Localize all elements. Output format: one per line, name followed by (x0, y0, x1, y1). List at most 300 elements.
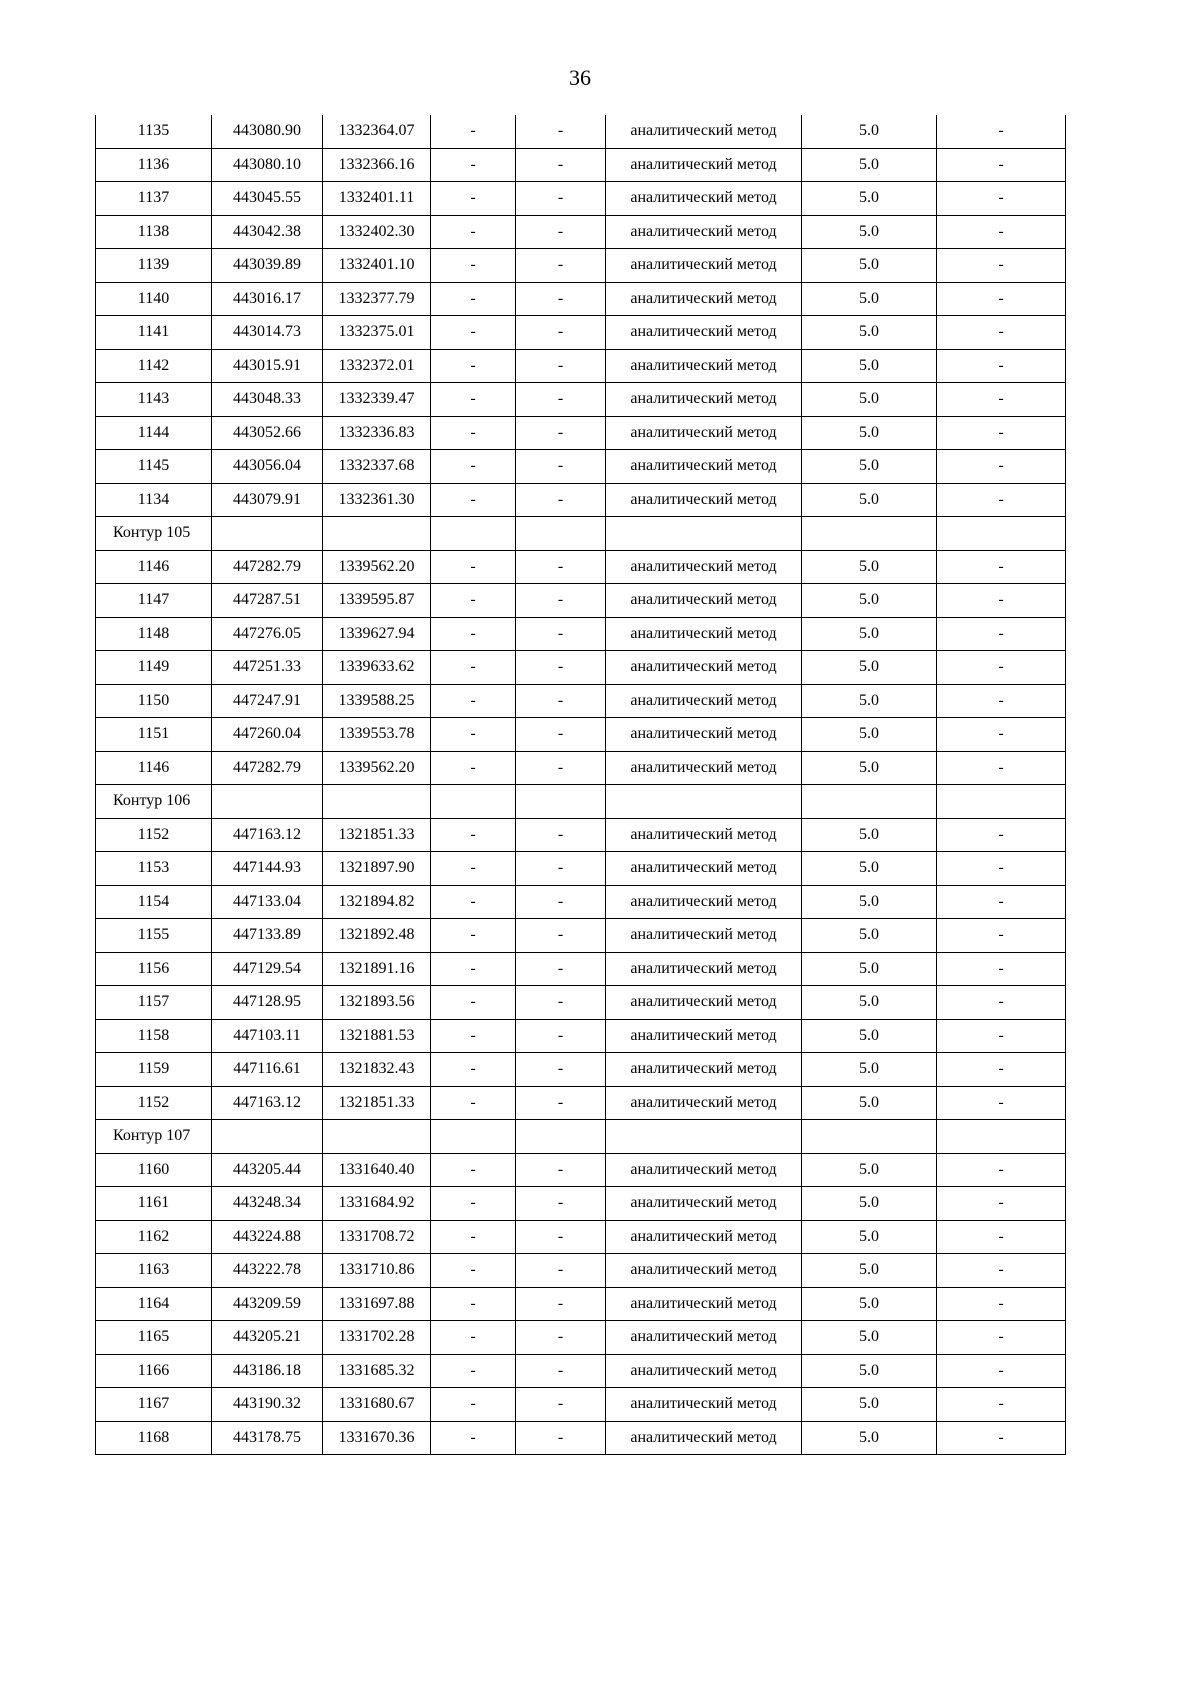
dash-cell: - (516, 383, 606, 417)
y-coordinate-cell: 1332336.83 (323, 416, 431, 450)
accuracy-cell: 5.0 (802, 148, 937, 182)
point-number-cell: 1166 (96, 1354, 212, 1388)
dash-cell: - (937, 282, 1066, 316)
accuracy-cell: 5.0 (802, 1254, 937, 1288)
dash-cell: - (937, 718, 1066, 752)
table-row (96, 1019, 1066, 1053)
y-coordinate-cell: 1339627.94 (323, 617, 431, 651)
point-number-cell: 1165 (96, 1321, 212, 1355)
point-number-cell: 1161 (96, 1187, 212, 1221)
dash-cell: - (937, 684, 1066, 718)
point-number-cell: 1152 (96, 1086, 212, 1120)
y-coordinate-cell: 1331708.72 (323, 1220, 431, 1254)
method-cell: аналитический метод (606, 852, 802, 886)
dash-cell: - (937, 852, 1066, 886)
accuracy-cell: 5.0 (802, 1153, 937, 1187)
dash-cell: - (937, 1421, 1066, 1455)
accuracy-cell: 5.0 (802, 282, 937, 316)
method-cell: аналитический метод (606, 349, 802, 383)
point-number-cell: 1139 (96, 249, 212, 283)
x-coordinate-cell: 443222.78 (212, 1254, 323, 1288)
y-coordinate-cell: 1321832.43 (323, 1053, 431, 1087)
point-number-cell: 1162 (96, 1220, 212, 1254)
x-coordinate-cell: 443178.75 (212, 1421, 323, 1455)
point-number-cell: 1150 (96, 684, 212, 718)
accuracy-cell: 5.0 (802, 450, 937, 484)
dash-cell: - (937, 651, 1066, 685)
accuracy-cell: 5.0 (802, 383, 937, 417)
dash-cell: - (431, 1321, 516, 1355)
dash-cell: - (937, 1019, 1066, 1053)
dash-cell: - (516, 684, 606, 718)
dash-cell: - (431, 416, 516, 450)
empty-cell (802, 1120, 937, 1154)
method-cell: аналитический метод (606, 148, 802, 182)
dash-cell: - (431, 483, 516, 517)
point-number-cell: 1153 (96, 852, 212, 886)
dash-cell: - (516, 852, 606, 886)
method-cell: аналитический метод (606, 885, 802, 919)
empty-cell (516, 517, 606, 551)
point-number-cell: 1147 (96, 584, 212, 618)
dash-cell: - (516, 115, 606, 148)
method-cell: аналитический метод (606, 450, 802, 484)
dash-cell: - (937, 1287, 1066, 1321)
method-cell: аналитический метод (606, 1019, 802, 1053)
y-coordinate-cell: 1332401.11 (323, 182, 431, 216)
point-number-cell: 1163 (96, 1254, 212, 1288)
point-number-cell: 1156 (96, 952, 212, 986)
y-coordinate-cell: 1332377.79 (323, 282, 431, 316)
y-coordinate-cell: 1331640.40 (323, 1153, 431, 1187)
point-number-cell: 1164 (96, 1287, 212, 1321)
dash-cell: - (937, 1354, 1066, 1388)
method-cell: аналитический метод (606, 1220, 802, 1254)
table-row (96, 383, 1066, 417)
dash-cell: - (937, 885, 1066, 919)
y-coordinate-cell: 1339562.20 (323, 751, 431, 785)
accuracy-cell: 5.0 (802, 986, 937, 1020)
point-number-cell: 1155 (96, 919, 212, 953)
table-row (96, 182, 1066, 216)
dash-cell: - (516, 1220, 606, 1254)
method-cell: аналитический метод (606, 383, 802, 417)
y-coordinate-cell: 1339553.78 (323, 718, 431, 752)
x-coordinate-cell: 443079.91 (212, 483, 323, 517)
method-cell: аналитический метод (606, 751, 802, 785)
y-coordinate-cell: 1332339.47 (323, 383, 431, 417)
dash-cell: - (431, 718, 516, 752)
point-number-cell: 1144 (96, 416, 212, 450)
point-number-cell: 1141 (96, 316, 212, 350)
x-coordinate-cell: 443205.44 (212, 1153, 323, 1187)
method-cell: аналитический метод (606, 1086, 802, 1120)
accuracy-cell: 5.0 (802, 1187, 937, 1221)
dash-cell: - (431, 1354, 516, 1388)
dash-cell: - (937, 148, 1066, 182)
accuracy-cell: 5.0 (802, 182, 937, 216)
accuracy-cell: 5.0 (802, 651, 937, 685)
empty-cell (606, 1120, 802, 1154)
dash-cell: - (431, 1254, 516, 1288)
y-coordinate-cell: 1332366.16 (323, 148, 431, 182)
coordinates-table (95, 115, 1066, 1455)
dash-cell: - (937, 182, 1066, 216)
dash-cell: - (431, 383, 516, 417)
dash-cell: - (516, 1187, 606, 1221)
dash-cell: - (516, 1388, 606, 1422)
x-coordinate-cell: 447247.91 (212, 684, 323, 718)
x-coordinate-cell: 447282.79 (212, 751, 323, 785)
method-cell: аналитический метод (606, 1321, 802, 1355)
dash-cell: - (516, 282, 606, 316)
empty-cell (937, 517, 1066, 551)
empty-cell (802, 517, 937, 551)
method-cell: аналитический метод (606, 215, 802, 249)
table-row (96, 986, 1066, 1020)
dash-cell: - (937, 249, 1066, 283)
dash-cell: - (937, 316, 1066, 350)
table-row (96, 919, 1066, 953)
x-coordinate-cell: 447163.12 (212, 818, 323, 852)
x-coordinate-cell: 447128.95 (212, 986, 323, 1020)
point-number-cell: 1167 (96, 1388, 212, 1422)
x-coordinate-cell: 443205.21 (212, 1321, 323, 1355)
dash-cell: - (937, 1254, 1066, 1288)
accuracy-cell: 5.0 (802, 249, 937, 283)
dash-cell: - (937, 383, 1066, 417)
empty-cell (212, 517, 323, 551)
dash-cell: - (937, 115, 1066, 148)
point-number-cell: 1149 (96, 651, 212, 685)
dash-cell: - (937, 1086, 1066, 1120)
dash-cell: - (516, 182, 606, 216)
dash-cell: - (516, 1053, 606, 1087)
empty-cell (937, 1120, 1066, 1154)
y-coordinate-cell: 1321894.82 (323, 885, 431, 919)
y-coordinate-cell: 1321892.48 (323, 919, 431, 953)
point-number-cell: 1168 (96, 1421, 212, 1455)
method-cell: аналитический метод (606, 1388, 802, 1422)
y-coordinate-cell: 1332372.01 (323, 349, 431, 383)
accuracy-cell: 5.0 (802, 1321, 937, 1355)
y-coordinate-cell: 1332402.30 (323, 215, 431, 249)
empty-cell (431, 517, 516, 551)
accuracy-cell: 5.0 (802, 1220, 937, 1254)
table-row (96, 450, 1066, 484)
contour-header-row (96, 1120, 1066, 1154)
table-row (96, 751, 1066, 785)
method-cell: аналитический метод (606, 1187, 802, 1221)
point-number-cell: 1135 (96, 115, 212, 148)
dash-cell: - (516, 751, 606, 785)
x-coordinate-cell: 443039.89 (212, 249, 323, 283)
dash-cell: - (516, 1321, 606, 1355)
point-number-cell: 1143 (96, 383, 212, 417)
method-cell: аналитический метод (606, 584, 802, 618)
dash-cell: - (516, 651, 606, 685)
empty-cell (323, 517, 431, 551)
dash-cell: - (516, 316, 606, 350)
dash-cell: - (431, 1153, 516, 1187)
dash-cell: - (431, 651, 516, 685)
y-coordinate-cell: 1339633.62 (323, 651, 431, 685)
point-number-cell: 1159 (96, 1053, 212, 1087)
x-coordinate-cell: 447276.05 (212, 617, 323, 651)
contour-label: Контур 105 (96, 517, 212, 551)
point-number-cell: 1158 (96, 1019, 212, 1053)
empty-cell (323, 1120, 431, 1154)
dash-cell: - (937, 584, 1066, 618)
dash-cell: - (516, 416, 606, 450)
dash-cell: - (937, 617, 1066, 651)
x-coordinate-cell: 447103.11 (212, 1019, 323, 1053)
y-coordinate-cell: 1332364.07 (323, 115, 431, 148)
dash-cell: - (431, 1187, 516, 1221)
x-coordinate-cell: 443042.38 (212, 215, 323, 249)
dash-cell: - (431, 316, 516, 350)
accuracy-cell: 5.0 (802, 751, 937, 785)
dash-cell: - (516, 1254, 606, 1288)
dash-cell: - (516, 1421, 606, 1455)
x-coordinate-cell: 447251.33 (212, 651, 323, 685)
table-row (96, 852, 1066, 886)
table-row (96, 818, 1066, 852)
table-row (96, 282, 1066, 316)
accuracy-cell: 5.0 (802, 718, 937, 752)
x-coordinate-cell: 447133.89 (212, 919, 323, 953)
point-number-cell: 1152 (96, 818, 212, 852)
y-coordinate-cell: 1321881.53 (323, 1019, 431, 1053)
dash-cell: - (431, 818, 516, 852)
point-number-cell: 1145 (96, 450, 212, 484)
dash-cell: - (937, 1220, 1066, 1254)
table-row (96, 483, 1066, 517)
x-coordinate-cell: 447260.04 (212, 718, 323, 752)
dash-cell: - (431, 1086, 516, 1120)
method-cell: аналитический метод (606, 718, 802, 752)
accuracy-cell: 5.0 (802, 617, 937, 651)
dash-cell: - (516, 818, 606, 852)
dash-cell: - (516, 952, 606, 986)
dash-cell: - (937, 1187, 1066, 1221)
y-coordinate-cell: 1332401.10 (323, 249, 431, 283)
accuracy-cell: 5.0 (802, 550, 937, 584)
dash-cell: - (937, 215, 1066, 249)
empty-cell (212, 1120, 323, 1154)
table-row (96, 684, 1066, 718)
method-cell: аналитический метод (606, 115, 802, 148)
empty-cell (431, 785, 516, 819)
y-coordinate-cell: 1331680.67 (323, 1388, 431, 1422)
empty-cell (212, 785, 323, 819)
method-cell: аналитический метод (606, 316, 802, 350)
empty-cell (606, 517, 802, 551)
method-cell: аналитический метод (606, 1053, 802, 1087)
dash-cell: - (937, 952, 1066, 986)
table-row (96, 952, 1066, 986)
dash-cell: - (431, 249, 516, 283)
dash-cell: - (937, 919, 1066, 953)
empty-cell (606, 785, 802, 819)
accuracy-cell: 5.0 (802, 316, 937, 350)
table-row (96, 316, 1066, 350)
method-cell: аналитический метод (606, 919, 802, 953)
y-coordinate-cell: 1331702.28 (323, 1321, 431, 1355)
table-row (96, 617, 1066, 651)
dash-cell: - (431, 450, 516, 484)
method-cell: аналитический метод (606, 818, 802, 852)
dash-cell: - (516, 1153, 606, 1187)
dash-cell: - (431, 1287, 516, 1321)
accuracy-cell: 5.0 (802, 1388, 937, 1422)
table-row (96, 885, 1066, 919)
x-coordinate-cell: 443015.91 (212, 349, 323, 383)
method-cell: аналитический метод (606, 550, 802, 584)
method-cell: аналитический метод (606, 1254, 802, 1288)
dash-cell: - (431, 1421, 516, 1455)
x-coordinate-cell: 447282.79 (212, 550, 323, 584)
table-row (96, 215, 1066, 249)
dash-cell: - (937, 1388, 1066, 1422)
dash-cell: - (516, 215, 606, 249)
dash-cell: - (431, 1053, 516, 1087)
contour-label: Контур 107 (96, 1120, 212, 1154)
table-body (96, 115, 1066, 1455)
dash-cell: - (431, 148, 516, 182)
accuracy-cell: 5.0 (802, 919, 937, 953)
point-number-cell: 1151 (96, 718, 212, 752)
dash-cell: - (516, 148, 606, 182)
table-row (96, 584, 1066, 618)
contour-header-row (96, 517, 1066, 551)
dash-cell: - (516, 249, 606, 283)
method-cell: аналитический метод (606, 1153, 802, 1187)
dash-cell: - (516, 1019, 606, 1053)
table-row (96, 416, 1066, 450)
accuracy-cell: 5.0 (802, 1421, 937, 1455)
table-row (96, 718, 1066, 752)
empty-cell (516, 785, 606, 819)
x-coordinate-cell: 443186.18 (212, 1354, 323, 1388)
dash-cell: - (431, 584, 516, 618)
table-row (96, 1388, 1066, 1422)
dash-cell: - (516, 450, 606, 484)
table-row (96, 1421, 1066, 1455)
point-number-cell: 1137 (96, 182, 212, 216)
table-row (96, 1287, 1066, 1321)
dash-cell: - (516, 986, 606, 1020)
x-coordinate-cell: 447144.93 (212, 852, 323, 886)
accuracy-cell: 5.0 (802, 215, 937, 249)
dash-cell: - (516, 1354, 606, 1388)
contour-header-row (96, 785, 1066, 819)
y-coordinate-cell: 1331710.86 (323, 1254, 431, 1288)
x-coordinate-cell: 447287.51 (212, 584, 323, 618)
method-cell: аналитический метод (606, 416, 802, 450)
dash-cell: - (516, 919, 606, 953)
dash-cell: - (516, 483, 606, 517)
point-number-cell: 1138 (96, 215, 212, 249)
x-coordinate-cell: 443052.66 (212, 416, 323, 450)
dash-cell: - (431, 215, 516, 249)
table-row (96, 1354, 1066, 1388)
dash-cell: - (516, 617, 606, 651)
y-coordinate-cell: 1321897.90 (323, 852, 431, 886)
dash-cell: - (937, 416, 1066, 450)
table-row (96, 115, 1066, 148)
y-coordinate-cell: 1331685.32 (323, 1354, 431, 1388)
point-number-cell: 1160 (96, 1153, 212, 1187)
dash-cell: - (431, 282, 516, 316)
point-number-cell: 1146 (96, 550, 212, 584)
table-row (96, 1086, 1066, 1120)
dash-cell: - (937, 818, 1066, 852)
dash-cell: - (937, 1153, 1066, 1187)
y-coordinate-cell: 1331697.88 (323, 1287, 431, 1321)
x-coordinate-cell: 443248.34 (212, 1187, 323, 1221)
dash-cell: - (937, 751, 1066, 785)
dash-cell: - (431, 852, 516, 886)
empty-cell (937, 785, 1066, 819)
table-row (96, 249, 1066, 283)
dash-cell: - (431, 115, 516, 148)
method-cell: аналитический метод (606, 483, 802, 517)
dash-cell: - (431, 751, 516, 785)
empty-cell (516, 1120, 606, 1154)
table-row (96, 550, 1066, 584)
dash-cell: - (516, 349, 606, 383)
table-row (96, 1153, 1066, 1187)
point-number-cell: 1140 (96, 282, 212, 316)
y-coordinate-cell: 1321891.16 (323, 952, 431, 986)
accuracy-cell: 5.0 (802, 818, 937, 852)
empty-cell (802, 785, 937, 819)
accuracy-cell: 5.0 (802, 1287, 937, 1321)
method-cell: аналитический метод (606, 282, 802, 316)
y-coordinate-cell: 1339595.87 (323, 584, 431, 618)
dash-cell: - (431, 349, 516, 383)
dash-cell: - (937, 349, 1066, 383)
empty-cell (323, 785, 431, 819)
point-number-cell: 1157 (96, 986, 212, 1020)
x-coordinate-cell: 443016.17 (212, 282, 323, 316)
dash-cell: - (516, 584, 606, 618)
accuracy-cell: 5.0 (802, 952, 937, 986)
dash-cell: - (431, 1220, 516, 1254)
accuracy-cell: 5.0 (802, 115, 937, 148)
table-row (96, 349, 1066, 383)
dash-cell: - (516, 885, 606, 919)
y-coordinate-cell: 1332337.68 (323, 450, 431, 484)
point-number-cell: 1154 (96, 885, 212, 919)
y-coordinate-cell: 1331684.92 (323, 1187, 431, 1221)
dash-cell: - (431, 617, 516, 651)
dash-cell: - (431, 1019, 516, 1053)
method-cell: аналитический метод (606, 249, 802, 283)
x-coordinate-cell: 443056.04 (212, 450, 323, 484)
method-cell: аналитический метод (606, 952, 802, 986)
point-number-cell: 1136 (96, 148, 212, 182)
dash-cell: - (516, 550, 606, 584)
method-cell: аналитический метод (606, 617, 802, 651)
dash-cell: - (516, 718, 606, 752)
table-row (96, 1187, 1066, 1221)
x-coordinate-cell: 443014.73 (212, 316, 323, 350)
accuracy-cell: 5.0 (802, 483, 937, 517)
accuracy-cell: 5.0 (802, 852, 937, 886)
dash-cell: - (937, 986, 1066, 1020)
